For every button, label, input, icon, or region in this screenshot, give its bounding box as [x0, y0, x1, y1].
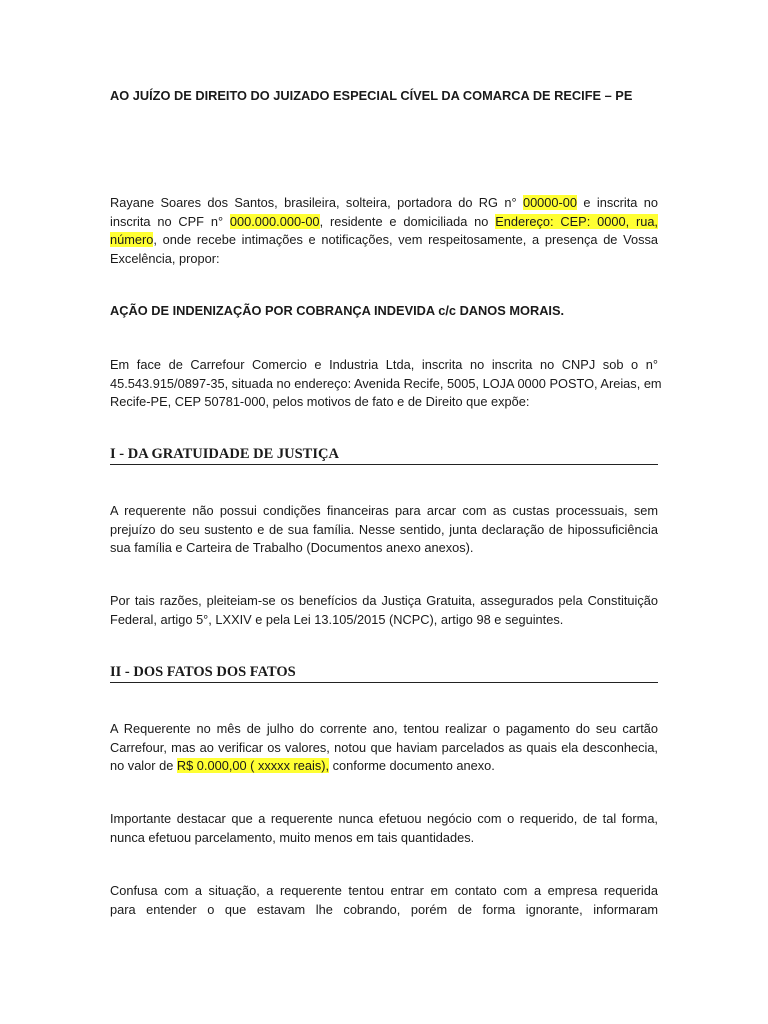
section-heading-gratuidade: I - DA GRATUIDADE DE JUSTIÇA: [110, 446, 658, 465]
address-highlight: Endereço: CEP: 0000, rua,: [495, 213, 658, 229]
paragraph-line: [110, 757, 658, 776]
paragraph-line: prejuízo do seu sustento e de sua família. Nesse sentido, junta declaração de hipossuficiência: [110, 521, 658, 537]
gratuidade-paragraph-1: [110, 502, 658, 558]
rg-number: 00000-00: [522, 195, 578, 210]
paragraph-line: Carrefour, mas ao verificar os valores, notou que haviam parcelados as quais ela desconhecia,: [110, 739, 658, 755]
paragraph-line: Confusa com a situação, a requerente tentou entrar em contato com a empresa requerida: [110, 883, 658, 898]
text-segment: no valor de: [110, 758, 174, 773]
qualification-paragraph: [110, 194, 658, 268]
text-segment: e inscrita no: [583, 195, 658, 210]
court-header: AO JUÍZO DE DIREITO DO JUIZADO ESPECIAL CÍVEL DA COMARCA DE RECIFE – PE: [110, 88, 633, 103]
paragraph-line: para entender o que estavam lhe cobrando, porém de forma ignorante, informaram: [110, 901, 658, 917]
qualification-line-2: [110, 213, 658, 232]
fatos-paragraph-1: [110, 720, 658, 776]
qualification-line-1: [110, 194, 658, 213]
defendant-line-1: Em face de Carrefour Comercio e Industria Ltda, inscrita no inscrita no CNPJ sob o n°: [110, 357, 658, 372]
paragraph-line: Federal, artigo 5°, LXXIV e pela Lei 13.105/2015 (NCPC), artigo 98 e seguintes.: [110, 611, 564, 627]
paragraph-line: A Requerente no mês de julho do corrente ano, tentou realizar o pagamento do seu cartão: [110, 721, 658, 736]
paragraph-line: sua família e Carteira de Trabalho (Documentos anexo anexos).: [110, 540, 474, 555]
address-number-highlight: número: [110, 232, 154, 247]
text-segment: , residente e domiciliada no: [319, 213, 489, 229]
fatos-paragraph-3: [110, 882, 658, 919]
gratuidade-paragraph-2: [110, 592, 658, 629]
text-segment: , onde recebe intimações e notificações, vem respeitosamente, a presença de Vossa: [153, 232, 658, 247]
cpf-number: 000.000.000-00: [229, 213, 320, 229]
text-segment: conforme documento anexo.: [332, 758, 495, 773]
section-heading-fatos: II - DOS FATOS DOS FATOS: [110, 664, 658, 683]
defendant-paragraph: [110, 356, 662, 412]
qualification-line-3: [110, 231, 658, 250]
fatos-paragraph-2: [110, 810, 658, 847]
paragraph-line: nunca efetuou parcelamento, muito menos em tais quantidades.: [110, 829, 475, 845]
paragraph-line: Importante destacar que a requerente nunca efetuou negócio com o requerido, de tal forma,: [110, 811, 658, 826]
text-segment: Rayane Soares dos Santos, brasileira, solteira, portadora do RG n°: [110, 195, 517, 210]
defendant-line-2: 45.543.915/0897-35, situada no endereço: Avenida Recife, 5005, LOJA 0000 POSTO, Areias, em: [110, 375, 662, 391]
text-segment: inscrita no CPF n°: [110, 213, 224, 229]
paragraph-line: Por tais razões, pleiteiam-se os benefícios da Justiça Gratuita, assegurados pela Constituição: [110, 593, 658, 608]
paragraph-line: A requerente não possui condições financeiras para arcar com as custas processuais, sem: [110, 503, 658, 518]
qualification-line-4: Excelência, propor:: [110, 250, 220, 266]
action-title: AÇÃO DE INDENIZAÇÃO POR COBRANÇA INDEVIDA c/c DANOS MORAIS.: [110, 303, 565, 318]
amount-highlight: R$ 0.000,00 ( xxxxx reais),: [176, 758, 330, 773]
defendant-line-3: Recife-PE, CEP 50781-000, pelos motivos de fato e de Direito que expõe:: [110, 394, 530, 409]
